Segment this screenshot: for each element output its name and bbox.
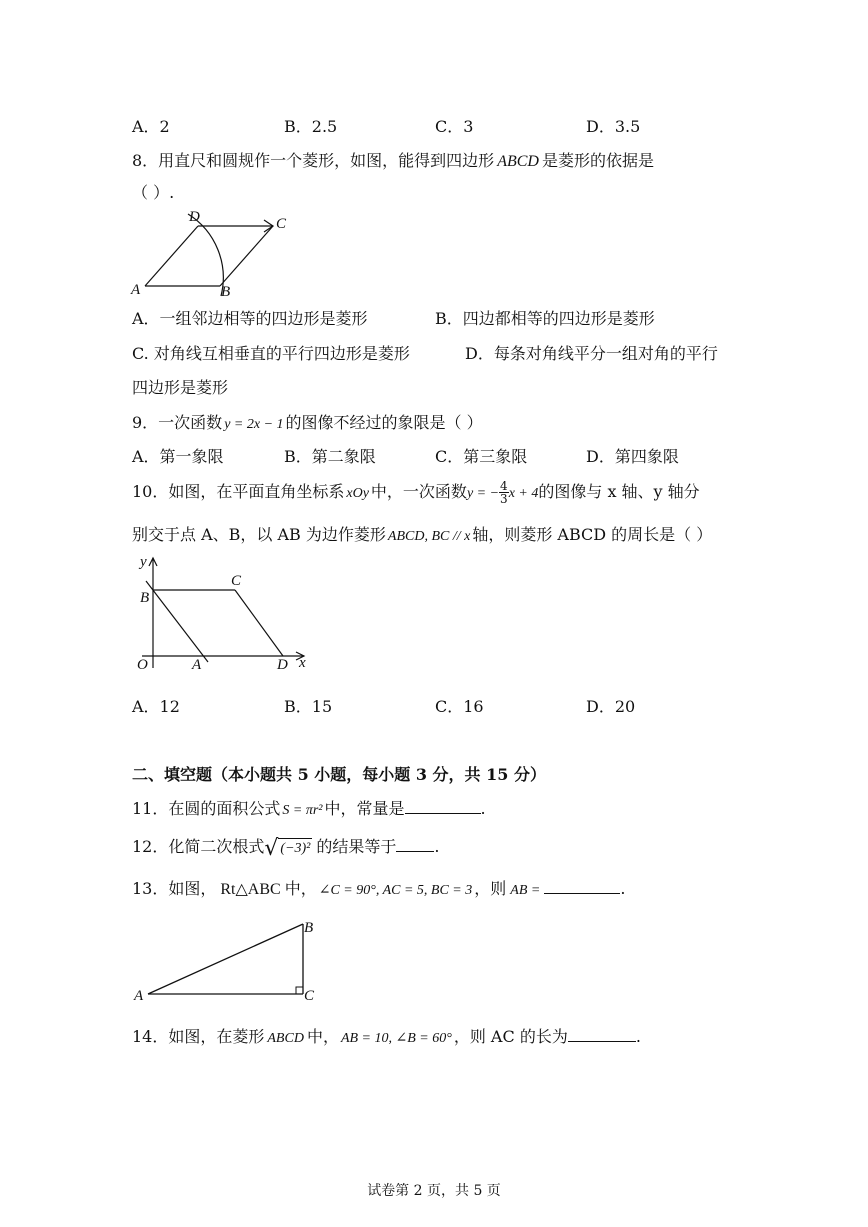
q13-label-b: B	[304, 920, 314, 936]
q9-option-a: A．第一象限	[132, 447, 224, 466]
q13-answer-blank[interactable]	[544, 879, 620, 894]
q10-label-c: C	[231, 573, 242, 589]
q8-rhombus-figure	[125, 206, 295, 298]
q13-label-a: A	[134, 988, 144, 1004]
q9-option-d: D．第四象限	[586, 447, 679, 466]
q12-radicand: (−3)²	[278, 838, 312, 856]
q11-answer-blank[interactable]	[405, 799, 481, 814]
q10-option-d: D．20	[586, 697, 636, 716]
q9-option-c: C．第三象限	[435, 447, 528, 466]
q8-side-bc	[220, 226, 273, 286]
q8-stem-line2: （ ）.	[132, 183, 175, 202]
q7-option-c: C．3	[435, 117, 474, 136]
q11-stem: 11．在圆的面积公式 S = πr² 中，常量是 .	[132, 799, 486, 818]
q8-stem: 8．用直尺和圆规作一个菱形，如图，能得到四边形 ABCD 是菱形的依据是	[132, 151, 654, 170]
q9-option-b: B．第二象限	[284, 447, 376, 466]
q10-xoy: xOy	[346, 486, 369, 501]
q7-option-a: A．2	[132, 117, 170, 136]
q10-formula-pre: y = −	[466, 486, 500, 501]
q14-conditions: AB = 10, ∠B = 60°	[340, 1031, 452, 1046]
q7-option-d: D．3.5	[586, 117, 641, 136]
q10-option-a: A．12	[132, 697, 180, 716]
section-2-title: 二、填空题（本小题共 5 小题，每小题 3 分，共 15 分）	[132, 765, 546, 784]
q13-right-angle-mark	[296, 987, 303, 994]
q8-label-d: D	[189, 209, 200, 225]
q10-stem-line2: 别交于点 A、B，以 AB 为边作菱形 ABCD, BC // x 轴，则菱形 ABCD 的周长是（ ）	[132, 525, 713, 544]
q8-option-a: A．一组邻边相等的四边形是菱形	[132, 309, 368, 328]
q10-label-d: D	[277, 657, 288, 673]
q13-side-ab	[148, 924, 303, 994]
q9-stem: 9．一次函数 y = 2x − 1 的图像不经过的象限是（ ）	[132, 413, 483, 432]
q8-option-d: D．每条对角线平分一组对角的平行	[465, 344, 718, 363]
q12-stem: 12．化简二次根式√ (−3)² 的结果等于 .	[132, 836, 440, 861]
q10-option-c: C．16	[435, 697, 484, 716]
q10-formula-post: x + 4	[508, 486, 539, 501]
q10-label-a: A	[192, 657, 202, 673]
q13-conditions: ∠C = 90°, AC = 5, BC = 3	[318, 883, 473, 898]
q14-answer-blank[interactable]	[568, 1027, 636, 1042]
q14-stem: 14．如图，在菱形 ABCD 中， AB = 10, ∠B = 60° ，则 AC 的长为 .	[132, 1027, 641, 1046]
q12-answer-blank[interactable]	[396, 837, 434, 852]
q8-label-c: C	[276, 216, 287, 232]
q13-stem: 13．如图， Rt△ABC 中， ∠C = 90°, AC = 5, BC = 3 ，则 AB = .	[132, 879, 626, 898]
q7-option-b: B．2.5	[284, 117, 338, 136]
q10-label-y: y	[140, 554, 147, 570]
q10-line-ab	[146, 581, 208, 662]
q10-line2-math: ABCD, BC // x	[387, 529, 471, 544]
q10-fraction: $\frac{4}{3}$	[500, 479, 508, 506]
q10-stem: 10．如图，在平面直角坐标系 xOy 中，一次函数y = − $\frac{4}{3}$ x + 4的图像与 x 轴、y 轴分	[132, 479, 700, 506]
q12-radical-sign: √	[264, 836, 279, 861]
q10-label-b: B	[140, 590, 150, 606]
q8-label-a: A	[131, 282, 141, 298]
q13-ab: AB =	[510, 883, 541, 898]
q9-formula: y = 2x − 1	[224, 417, 284, 432]
q10-option-b: B．15	[284, 697, 333, 716]
q11-formula: S = πr²	[282, 803, 323, 818]
q8-option-d-cont: 四边形是菱形	[132, 378, 229, 397]
q8-side-ad	[145, 226, 198, 286]
q13-label-c: C	[304, 988, 315, 1004]
q8-option-c: C. 对角线互相垂直的平行四边形是菱形	[132, 344, 410, 363]
q13-triangle: Rt△ABC	[220, 881, 281, 898]
page-footer: 试卷第 2 页，共 5 页	[367, 1183, 501, 1199]
q10-label-x: x	[299, 655, 306, 671]
q8-label-b: B	[221, 284, 231, 298]
q10-label-o: O	[137, 657, 148, 673]
q14-abcd: ABCD	[267, 1031, 304, 1046]
q10-coordinate-figure	[128, 550, 318, 675]
q8-option-b: B．四边都相等的四边形是菱形	[435, 309, 655, 328]
q10-side-cd	[235, 590, 283, 656]
q13-triangle-figure	[128, 912, 328, 1008]
q8-abcd: ABCD	[497, 153, 539, 170]
